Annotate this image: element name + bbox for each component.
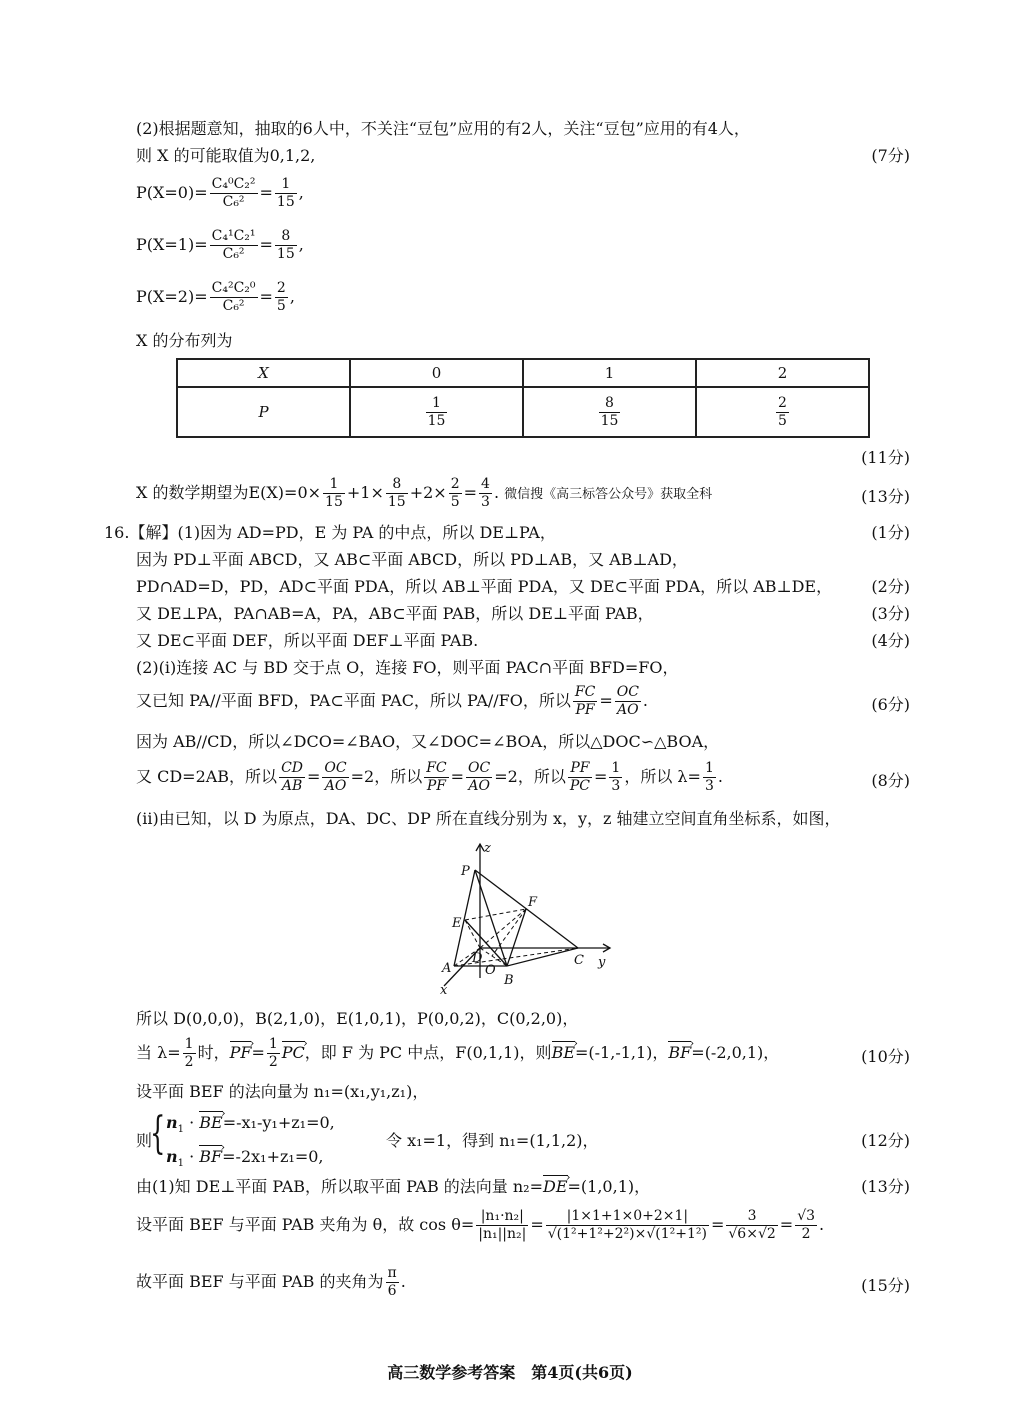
- q16-line7: 又已知 PA//平面 BFD，PA⊂平面 PAC，所以 PA//FO，所以 $\frac{FC}{PF}$ = $\frac{OC}{AO}$ .: [136, 684, 649, 718]
- q16-line4: 又 DE⊥PA，PA∩AB=A，PA，AB⊂平面 PAB，所以 DE⊥平面 PAB，: [136, 604, 654, 623]
- label-F: F: [528, 895, 538, 910]
- score: (1分): [871, 523, 910, 542]
- system-eq2: $n_1$ · BF ›=-2x₁+z₁=0,: [166, 1146, 324, 1175]
- values-line: 则 X 的可能取值为0,1,2,: [136, 146, 316, 165]
- page-footer: 高三数学参考答案 第4页(共6页): [387, 1363, 633, 1382]
- q16-line9: 又 CD=2AB，所以 $\frac{CD}{AB}$ = $\frac{OC}{AO}$ =2，所以 $\frac{FC}{PF}$ = $\frac{OC}{AO}$ =2，所以 $\frac{PF}{PC}$ = $\frac{1}{3}$ ，所以 λ= $\frac{1}{3}$ .: [136, 760, 723, 794]
- score: (13分): [861, 487, 910, 506]
- system-result: 令 x₁=1，得到 n₁=(1,1,2)，: [386, 1131, 599, 1150]
- score: (12分): [861, 1131, 910, 1150]
- lambda-line: 当 λ= $\frac{1}{2}$ 时，PF ›= $\frac{1}{2}$ PC ›，即 F 为 PC 中点，F(0,1,1)，则BE ›=(-1,-1,1)，BF ›=(-2,0,1)，: [136, 1036, 779, 1071]
- label-B: B: [504, 973, 514, 988]
- label-E: E: [452, 916, 462, 931]
- distribution-table: [176, 358, 870, 438]
- edge-FO: [492, 909, 526, 956]
- score: (11分): [861, 448, 910, 467]
- system-eq1: $n_1$ · BE ›=-x₁-y₁+z₁=0,: [166, 1112, 335, 1141]
- conclusion-line: 故平面 BEF 与平面 PAB 的夹角为 $\frac{\pi}{6}$ .: [136, 1265, 406, 1299]
- label-A: A: [442, 961, 452, 976]
- score: (2分): [871, 577, 910, 596]
- system-then: 则: [136, 1131, 153, 1150]
- q16-line8: 因为 AB//CD，所以∠DCO=∠BAO，又∠DOC=∠BOA，所以△DOC∽△BOA，: [136, 732, 720, 751]
- intro-line: (2)根据题意知，抽取的6人中，不关注“豆包”应用的有2人，关注“豆包”应用的有4人，: [136, 119, 750, 138]
- prob-x1: P(X=1)= $\frac{\text{C₄¹C₂¹}}{\text{C₆²}}$ = $\frac{8}{15}$ ,: [136, 228, 304, 262]
- label-z: z: [484, 841, 491, 856]
- edge-EF: [465, 909, 526, 920]
- q16-line1: 16.【解】(1)因为 AD=PD，E 为 PA 的中点，所以 DE⊥PA，: [104, 523, 556, 542]
- brace: {: [150, 1108, 166, 1159]
- pyramid-figure: [430, 838, 620, 998]
- prob-x0: P(X=0)= $\frac{\text{C₄⁰C₂²}}{\text{C₆²}}$ = $\frac{1}{15}$ ,: [136, 176, 304, 210]
- prob-x2: P(X=2)= $\frac{\text{C₄²C₂⁰}}{\text{C₆²}}$ = $\frac{2}{5}$ ,: [136, 280, 295, 314]
- normal-vector-line: 设平面 BEF 的法向量为 n₁=(x₁,y₁,z₁)，: [136, 1082, 429, 1101]
- score: (8分): [871, 771, 910, 790]
- edge-PC: [475, 870, 578, 948]
- plane-pab-normal: 由(1)知 DE⊥平面 PAB，所以取平面 PAB 的法向量 n₂=DE ›=(1,0,1)，: [136, 1176, 650, 1198]
- score: (13分): [861, 1177, 910, 1196]
- score: (4分): [871, 631, 910, 650]
- q16-line2: 因为 PD⊥平面 ABCD，又 AB⊂平面 ABCD，所以 PD⊥AB，又 AB⊥AD，: [136, 550, 688, 569]
- score: (7分): [871, 146, 910, 165]
- label-y: y: [598, 955, 606, 970]
- q16-line5: 又 DE⊂平面 DEF，所以平面 DEF⊥平面 PAB.: [136, 631, 479, 650]
- table-row: X 0 1 2: [177, 359, 869, 387]
- label-O: O: [485, 963, 496, 978]
- label-P: P: [461, 864, 470, 879]
- label-D: D: [472, 951, 483, 966]
- q16-line10: (ii)由已知，以 D 为原点，DA、DC、DP 所在直线分别为 x，y，z 轴建立空间直角坐标系，如图，: [136, 809, 841, 828]
- table-row: P $\frac{1}{15}$ $\frac{8}{15}$ $\frac{2}{5}$: [177, 387, 869, 437]
- label-C: C: [574, 953, 584, 968]
- q16-line3: PD∩AD=D，PD，AD⊂平面 PDA，所以 AB⊥平面 PDA，又 DE⊂平面 PDA，所以 AB⊥DE，: [136, 577, 833, 596]
- score: (15分): [861, 1276, 910, 1295]
- score: (6分): [871, 695, 910, 714]
- score: (10分): [861, 1047, 910, 1066]
- expectation-line: X 的数学期望为E(X)=0× $\frac{1}{15}$ +1× $\frac{8}{15}$ +2× $\frac{2}{5}$ = $\frac{4}{3}$ . 微信搜《高三标答公众号》获取全科: [136, 476, 713, 510]
- cosine-line: 设平面 BEF 与平面 PAB 夹角为 θ，故 cos θ= $\frac{\text{|n₁·n₂|}}{\text{|n₁||n₂|}}$ = $\frac{|1\times 1+1\times 0+2\times 1|}{\text{√(1²+1²+2²)×√(1²+1²)}}$ = $\frac{3}{√6\times√2}$ = $\frac{√3}{2}$ .: [136, 1208, 825, 1242]
- dist-label: X 的分布列为: [136, 331, 233, 350]
- watermark: 微信搜《高三标答公众号》获取全科: [504, 487, 713, 502]
- coords-line: 所以 D(0,0,0)，B(2,1,0)，E(1,0,1)，P(0,0,2)，C(0,2,0)，: [136, 1009, 579, 1028]
- q16-line6: (2)(i)连接 AC 与 BD 交于点 O，连接 FO，则平面 PAC∩平面 BFD=FO，: [136, 658, 679, 677]
- label-x: x: [440, 983, 448, 998]
- score: (3分): [871, 604, 910, 623]
